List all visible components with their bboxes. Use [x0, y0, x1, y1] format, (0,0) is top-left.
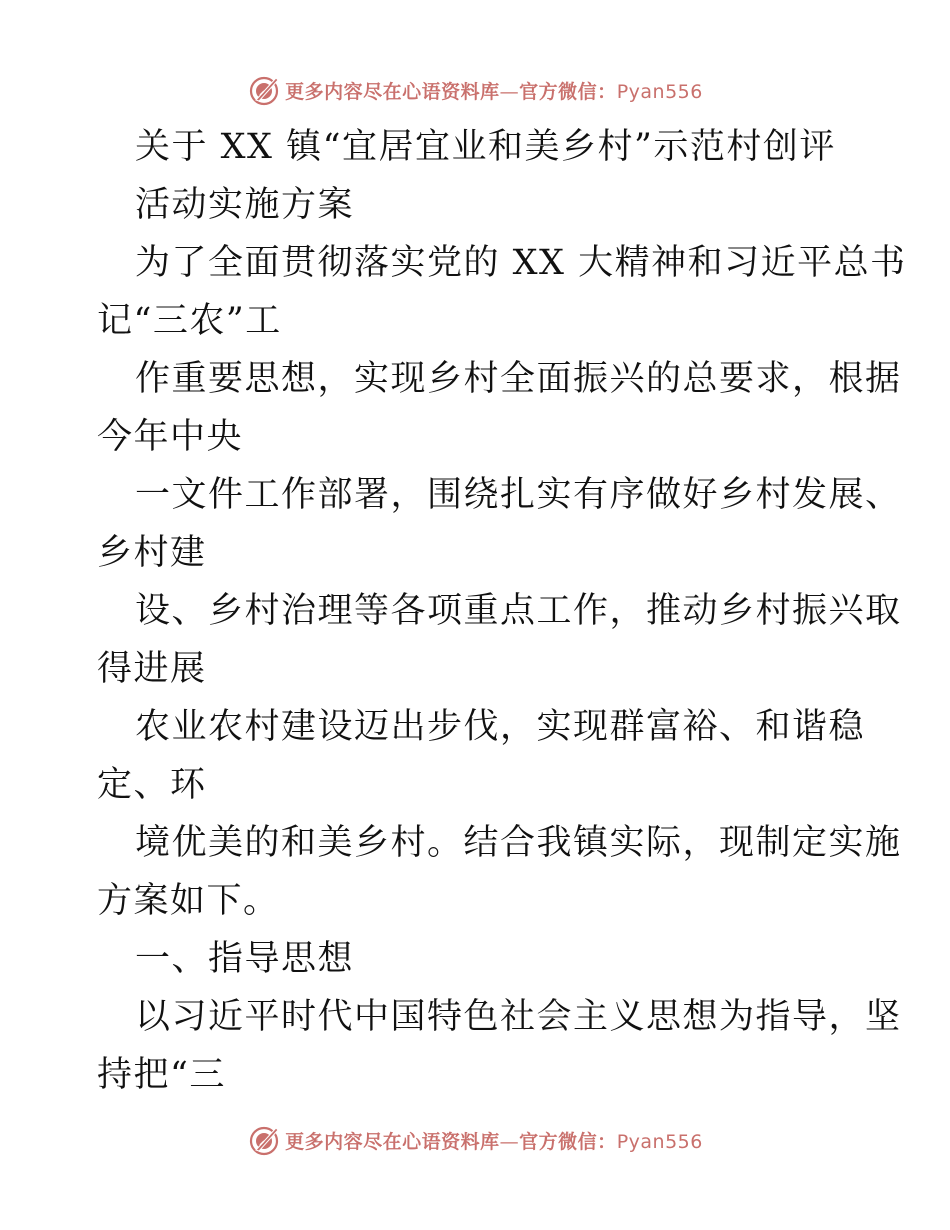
doc-text-line: 今年中央: [97, 417, 244, 457]
doc-text-line: 境优美的和美乡村。结合我镇实际，现制定实施: [135, 823, 902, 863]
doc-text-line: 以习近平时代中国特色社会主义思想为指导，坚: [135, 997, 902, 1037]
doc-text-line: 设、乡村治理等各项重点工作，推动乡村振兴取: [135, 591, 902, 631]
footer-watermark: [0, 1123, 950, 1157]
watermark-dash: —: [499, 80, 520, 103]
doc-text-line: 记“三农”工: [97, 301, 282, 341]
watermark-site-name: 更多内容尽在心语资料库: [285, 1130, 500, 1153]
watermark-dash: —: [499, 1130, 520, 1153]
doc-text-line: 乡村建: [97, 533, 207, 573]
watermark-official-label: 官方微信：: [519, 80, 617, 103]
doc-text-line: 持把“三: [97, 1055, 226, 1095]
quill-seal-logo-icon: [247, 1123, 281, 1157]
doc-text-line: 作重要思想，实现乡村全面振兴的总要求，根据: [135, 359, 902, 399]
doc-text-line: 定、环: [97, 765, 207, 805]
doc-text-line: 为了全面贯彻落实党的 XX 大精神和习近平总书: [135, 243, 907, 283]
watermark-wechat-id: Pyan556: [616, 1130, 703, 1153]
doc-text-line: 农业农村建设迈出步伐，实现群富裕、和谐稳: [135, 707, 866, 747]
watermark-official-label: 官方微信：: [519, 1130, 617, 1153]
section-heading-guiding-ideology: 一、指导思想: [135, 939, 355, 979]
doc-text-line: 方案如下。: [97, 881, 280, 921]
doc-title-line-1: 关于 XX 镇“宜居宜业和美乡村”示范村创评: [135, 127, 836, 167]
doc-text-line: 一文件工作部署，围绕扎实有序做好乡村发展、: [135, 475, 902, 515]
doc-title-line-2: 活动实施方案: [135, 185, 355, 225]
doc-text-line: 得进展: [97, 649, 207, 689]
watermark-site-name: 更多内容尽在心语资料库: [285, 80, 500, 103]
watermark-wechat-id: Pyan556: [616, 80, 703, 103]
